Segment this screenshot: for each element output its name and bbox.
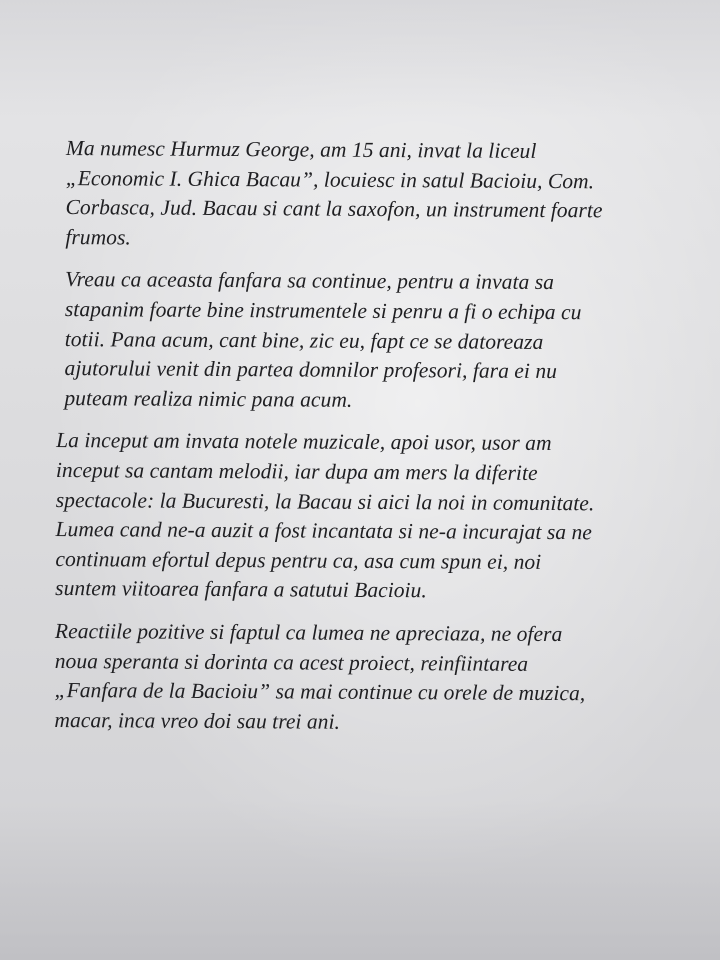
paragraph-introduction: Ma numesc Hurmuz George, am 15 ani, invat la liceul „Economic I. Ghica Bacau”, locuiesc in satul Bacioiu, Com. Corbasca, Jud. Bacau si cant la saxofon, un instrument foarte frumos. xyxy=(65,136,603,250)
paragraph-wish: Vreau ca aceasta fanfara sa continue, pentru a invata sa stapanim foarte bine instrumentele si penru a fi o echipa cu totii. Pana acum, cant bine, zic eu, fapt ce se datoreaza ajutorului venit din partea domnilor profesori, fara ei nu puteam realiza nimic pana acum. xyxy=(64,267,582,412)
paper-shadow-bottom xyxy=(0,800,720,960)
letter-text-block xyxy=(54,134,708,752)
paragraph-reactions: Reactiile pozitive si faptul ca lumea ne apreciaza, ne ofera noua speranta si dorinta ca acest proiect, reinfiintarea „Fanfara de la Bacioiu” sa mai continue cu orele de muzica, macar, inca vreo doi sau trei ani. xyxy=(54,618,586,734)
paragraph-learning: La inceput am invata notele muzicale, apoi usor, usor am inceput sa cantam melodii, iar dupa am mers la diferite spectacole: la Bucuresti, la Bacau si aici la noi in comunitate. Lumea cand ne-a auzit a fost incantata si ne-a incurajat sa ne continuam efortul depus pentru ca, asa cum spun ei, noi suntem viitoarea fanfara a satutui Bacioiu. xyxy=(55,428,595,603)
paper-shadow-top xyxy=(0,0,720,120)
